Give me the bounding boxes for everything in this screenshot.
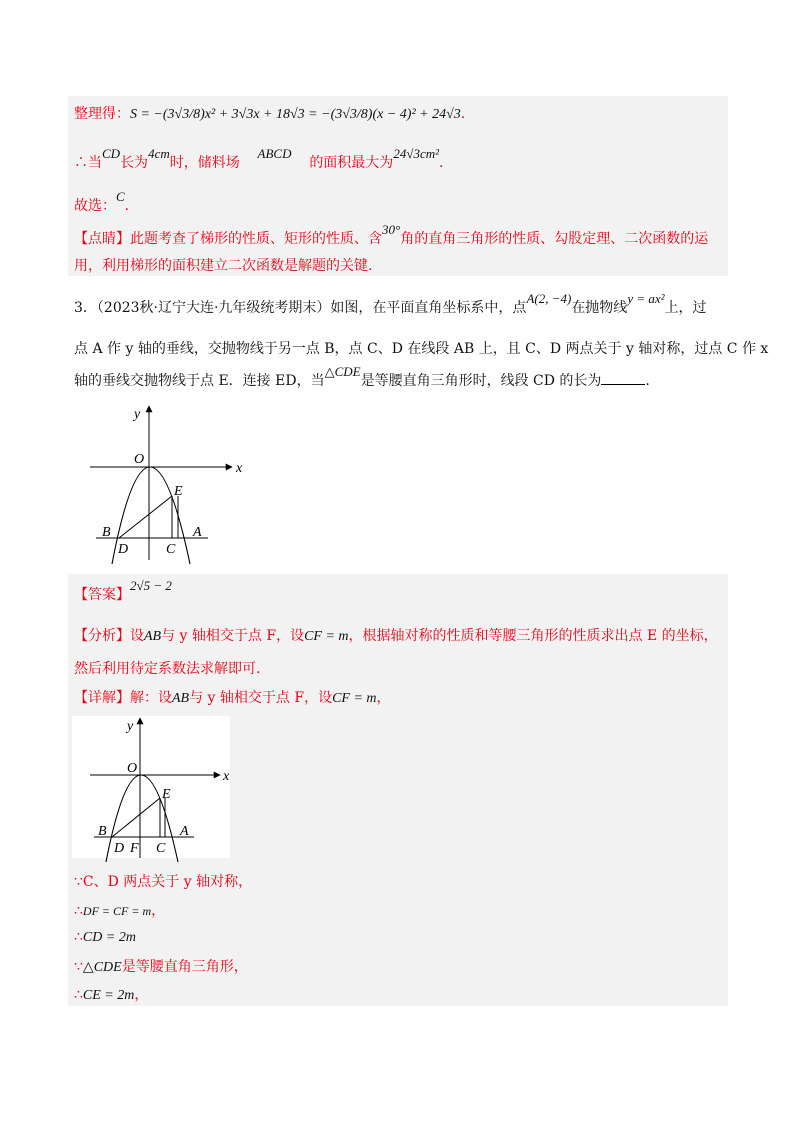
reason-line-3: ∴CD = 2m	[74, 929, 136, 945]
analysis-line-2: 然后利用待定系数法求解即可.	[74, 661, 261, 677]
sol-line-5: 用，利用梯形的面积建立二次函数是解题的关键.	[74, 258, 373, 274]
reason-line-4: ∵△CDE是等腰直角三角形，	[74, 959, 248, 975]
question-line-1: 3．（2023秋·辽宁大连·九年级统考期末）如图，在平面直角坐标系中，点A(2, −4)在抛物线y = ax²上，过	[74, 291, 707, 316]
segment-de	[112, 798, 160, 837]
sol-line-3: 故选：C.	[74, 189, 130, 214]
sol-line-2: ∴当CD长为4cm时，储料场 ABCD 的面积最大为24√3cm².	[74, 146, 444, 171]
label-o: O	[127, 761, 138, 776]
sol-line-1: 整理得：S = −(3√3/8)x² + 3√3x + 18√3 = −(3√3/8)(x − 4)² + 24√3.	[74, 106, 466, 122]
parabola-figure-1	[90, 400, 250, 565]
label-f: F	[130, 841, 139, 856]
analysis-line-1: 【分析】设AB与 y 轴相交于点 F，设CF = m，根据轴对称的性质和等腰三角形的性质求出点 E 的坐标，	[74, 628, 718, 644]
parabola-figure-2	[90, 712, 240, 862]
label-a: A	[180, 824, 189, 839]
reason-line-5: ∴CE = 2m，	[74, 987, 149, 1003]
question-line-2: 点 A 作 y 轴的垂线，交抛物线于另一点 B，点 C、D 在线段 AB 上，且 C、D 两点关于 y 轴对称，过点 C 作 x	[74, 341, 769, 357]
reason-line-2: ∴DF = CF = m，	[74, 903, 166, 919]
label-e: E	[174, 484, 183, 499]
answer-line: 【答案】2√5 − 2	[74, 578, 172, 603]
label-y: y	[134, 407, 141, 422]
question-line-3: 轴的垂线交抛物线于点 E．连接 ED，当△CDE是等腰直角三角形时，线段 CD 的长为 .	[74, 364, 650, 389]
answer-blank	[601, 372, 645, 385]
sol-line-4: 【点睛】此题考查了梯形的性质、矩形的性质、含30°角的直角三角形的性质、勾股定理、二次函数的运	[74, 222, 709, 247]
label-x: x	[236, 461, 243, 476]
label-b: B	[102, 525, 111, 540]
reason-line-1: ∵C、D 两点关于 y 轴对称，	[74, 874, 253, 890]
label-o: O	[134, 452, 145, 467]
label-d: D	[114, 841, 125, 856]
label-y: y	[127, 719, 134, 734]
detail-line: 【详解】解：设AB与 y 轴相交于点 F，设CF = m，	[74, 690, 391, 706]
label-e: E	[162, 787, 171, 802]
label-c: C	[156, 841, 166, 856]
label-c: C	[166, 542, 176, 557]
label-a: A	[193, 525, 202, 540]
label-d: D	[118, 542, 129, 557]
label-x: x	[223, 769, 230, 784]
label-b: B	[98, 824, 107, 839]
